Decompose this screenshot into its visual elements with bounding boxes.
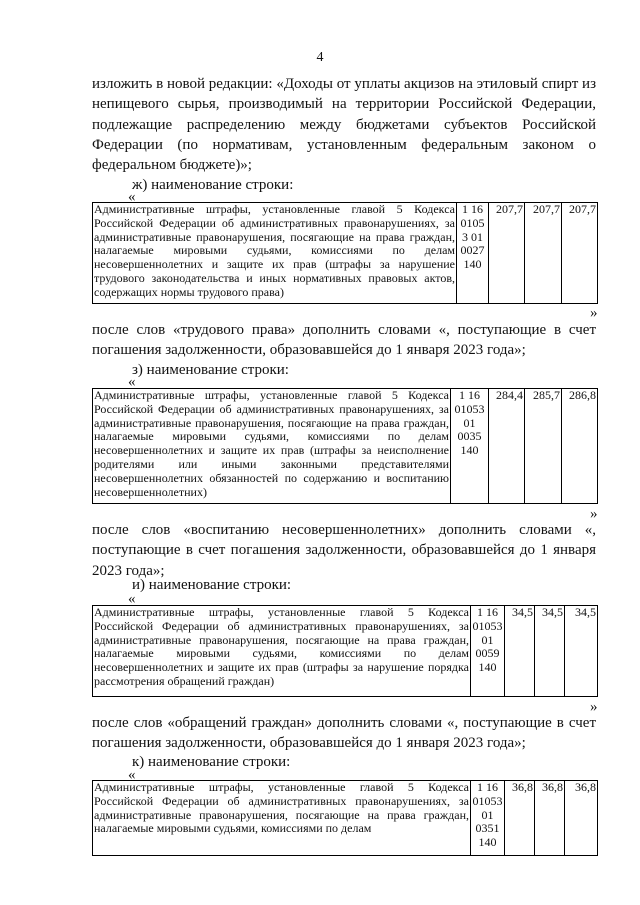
amendment-paragraph: после слов «обращений граждан» дополнить словами «, поступающие в счет погашения задолженности, образовавшейся до 1 января 2023 года»; [92, 715, 596, 752]
row-value-1: 207,7 [489, 203, 525, 304]
open-quote: « [128, 591, 136, 607]
row-value-3: 34,5 [565, 606, 598, 697]
close-quote: » [590, 305, 598, 321]
amendment-paragraph: изложить в новой редакции: «Доходы от уплаты акцизов на этиловый спирт из непищевого сырья, производимый на территории Российской Федерации, подлежащие распределению между бюджетами субъектов Российской Федерации (по нормативам, установленным федеральным законом о федеральном бюджете)»; [92, 76, 596, 174]
row-name: Административные штрафы, установленные главой 5 Кодекса Российской Федерации об административных правонарушениях, за административные правонарушения, посягающие на права граждан, налагаемые мировыми судьями, комиссиями по делам несовершеннолетних и защите их прав (штрафы за нарушение порядка рассмотрения обращений граждан) [93, 606, 471, 697]
subhead-i: и) наименование строки: [132, 577, 292, 593]
table-row [92, 388, 598, 504]
row-code: 1 16 01053 01 0351 140 [471, 781, 505, 856]
amendment-paragraph: после слов «трудового права» дополнить словами «, поступающие в счет погашения задолженности, образовавшейся до 1 января 2023 года»; [92, 322, 596, 359]
row-value-1: 284,4 [489, 389, 525, 504]
row-name: Административные штрафы, установленные главой 5 Кодекса Российской Федерации об административных правонарушениях, за административные правонарушения, посягающие на права граждан, налагаемые мировыми судьями, комиссиями по делам [93, 781, 471, 856]
close-quote: » [590, 699, 598, 715]
row-value-2: 34,5 [535, 606, 565, 697]
subhead-zh: ж) наименование строки: [132, 177, 294, 193]
close-quote: » [590, 506, 598, 522]
subhead-k: к) наименование строки: [132, 754, 291, 770]
table-row [92, 202, 598, 304]
page-number: 4 [316, 50, 324, 65]
row-code: 1 16 01053 01 0059 140 [471, 606, 505, 697]
row-name: Административные штрафы, установленные главой 5 Кодекса Российской Федерации об административных правонарушениях, за административные правонарушения, посягающие на права граждан, налагаемые мировыми судьями, комиссиями по делам несовершеннолетних и защите их прав (штрафы за неисполнение родителями или иными законными представителями несовершеннолетних обязанностей по содержанию и воспитанию несовершеннолетних) [93, 389, 451, 504]
row-name: Административные штрафы, установленные главой 5 Кодекса Российской Федерации об административных правонарушениях, за административные правонарушения, посягающие на права граждан, налагаемые мировыми судьями, комиссиями по делам несовершеннолетних и защите их прав (штрафы за нарушение трудового законодательства и иных нормативных правовых актов, содержащих нормы трудового права) [93, 203, 457, 304]
open-quote: « [128, 374, 136, 390]
row-value-2: 207,7 [525, 203, 562, 304]
table-row [92, 780, 598, 856]
row-value-2: 285,7 [525, 389, 562, 504]
row-value-3: 286,8 [562, 389, 598, 504]
open-quote: « [128, 767, 136, 783]
row-code: 1 16 0105 3 01 0027 140 [457, 203, 489, 304]
amendment-paragraph: после слов «воспитанию несовершеннолетних» дополнить словами «, поступающие в счет погашения задолженности, образовавшейся до 1 января 2023 года»; [92, 522, 596, 579]
subhead-z: з) наименование строки: [132, 362, 289, 378]
row-code: 1 16 01053 01 0035 140 [451, 389, 489, 504]
row-value-1: 34,5 [505, 606, 535, 697]
row-value-1: 36,8 [505, 781, 535, 856]
open-quote: « [128, 189, 136, 205]
row-value-3: 36,8 [565, 781, 598, 856]
table-row [92, 605, 598, 697]
row-value-2: 36,8 [535, 781, 565, 856]
row-value-3: 207,7 [562, 203, 598, 304]
